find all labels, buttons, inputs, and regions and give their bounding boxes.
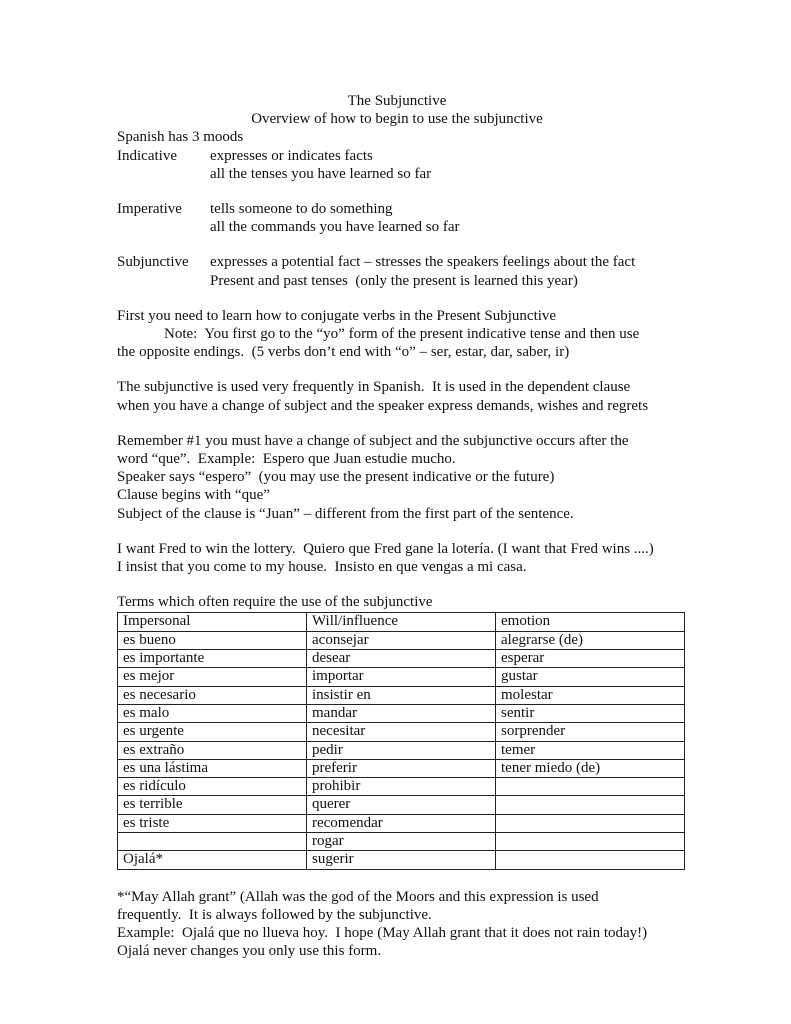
table-row: [118, 668, 685, 686]
terms-table: [117, 612, 685, 869]
table-cell: es bueno: [118, 631, 307, 649]
column-header: Impersonal: [118, 613, 307, 631]
table-cell: [496, 851, 685, 869]
paragraph-line: I insist that you come to my house. Insisto en que vengas a mi casa.: [117, 559, 527, 576]
footnote-paragraph: [117, 888, 687, 961]
table-cell: querer: [307, 796, 496, 814]
paragraph-line: the opposite endings. (5 verbs don’t end with “o” – ser, estar, dar, saber, ir): [117, 344, 570, 361]
table-row: [118, 704, 685, 722]
table-cell: esperar: [496, 650, 685, 668]
terms-heading: Terms which often require the use of the subjunctive: [117, 594, 433, 611]
paragraph-line: Speaker says “espero” (you may use the present indicative or the future): [117, 469, 555, 486]
paragraph-line: First you need to learn how to conjugate verbs in the Present Subjunctive: [117, 307, 557, 324]
paragraph-line: Remember #1 you must have a change of subject and the subjunctive occurs after the: [117, 432, 629, 449]
table-row: [118, 796, 685, 814]
mood-description: expresses a potential fact – stresses the speakers feelings about the fact: [210, 254, 636, 271]
table-row: [118, 778, 685, 796]
table-cell: sentir: [496, 704, 685, 722]
intro-line: Spanish has 3 moods: [117, 129, 244, 146]
table-cell: [496, 814, 685, 832]
table-cell: es necesario: [118, 686, 307, 704]
note-line: Note: You first go to the “yo” form of the present indicative tense and then use: [164, 326, 640, 343]
mood-description: expresses or indicates facts: [210, 147, 373, 164]
table-row: [118, 814, 685, 832]
table-cell: [118, 833, 307, 851]
table-cell: [496, 796, 685, 814]
footnote-line: *“May Allah grant” (Allah was the god of the Moors and this expression is used: [117, 888, 599, 905]
mood-description: all the tenses you have learned so far: [210, 165, 432, 182]
mood-name: Subjunctive: [117, 254, 189, 271]
table-cell: Ojalá*: [118, 851, 307, 869]
table-row: [118, 631, 685, 649]
footnote-line: frequently. It is always followed by the subjunctive.: [117, 906, 432, 923]
table-cell: es importante: [118, 650, 307, 668]
document-title: The Subjunctive: [347, 93, 447, 109]
mood-description: tells someone to do something: [210, 201, 393, 218]
table-row: [118, 686, 685, 704]
table-cell: es malo: [118, 704, 307, 722]
mood-description: all the commands you have learned so far: [210, 219, 460, 236]
paragraph-line: The subjunctive is used very frequently in Spanish. It is used in the dependent clause: [117, 379, 631, 396]
table-row: [118, 741, 685, 759]
table-cell: desear: [307, 650, 496, 668]
mood-name: Indicative: [117, 147, 177, 164]
mood-name: Imperative: [117, 201, 182, 218]
table-cell: es ridículo: [118, 778, 307, 796]
column-header: Will/influence: [307, 613, 496, 631]
table-header-row: [118, 613, 685, 631]
mood-imperative: [117, 200, 687, 236]
footnote-line: Ojalá never changes you only use this form.: [117, 943, 382, 960]
table-cell: es mejor: [118, 668, 307, 686]
mood-subjunctive: [117, 253, 687, 289]
table-cell: pedir: [307, 741, 496, 759]
table-cell: es urgente: [118, 723, 307, 741]
table-cell: rogar: [307, 833, 496, 851]
table-cell: importar: [307, 668, 496, 686]
table-cell: es triste: [118, 814, 307, 832]
table-cell: recomendar: [307, 814, 496, 832]
mood-description: Present and past tenses (only the present is learned this year): [210, 272, 578, 289]
table-cell: es terrible: [118, 796, 307, 814]
table-cell: necesitar: [307, 723, 496, 741]
table-cell: temer: [496, 741, 685, 759]
document-page: [117, 92, 687, 960]
table-cell: tener miedo (de): [496, 759, 685, 777]
document-subtitle: Overview of how to begin to use the subjunctive: [251, 111, 543, 128]
table-cell: es una lástima: [118, 759, 307, 777]
table-row: [118, 833, 685, 851]
examples-paragraph: [117, 540, 687, 576]
table-cell: prohibir: [307, 778, 496, 796]
mood-indicative: [117, 147, 687, 183]
table-cell: es extraño: [118, 741, 307, 759]
footnote-line: Example: Ojalá que no llueva hoy. I hope (May Allah grant that it does not rain today!): [117, 925, 648, 942]
table-row: [118, 851, 685, 869]
table-cell: alegrarse (de): [496, 631, 685, 649]
table-cell: [496, 833, 685, 851]
paragraph-line: Clause begins with “que”: [117, 487, 270, 504]
table-row: [118, 723, 685, 741]
table-cell: sorprender: [496, 723, 685, 741]
usage-paragraph: [117, 378, 687, 414]
paragraph-line: I want Fred to win the lottery. Quiero que Fred gane la lotería. (I want that Fred wins ....): [117, 540, 654, 557]
table-cell: aconsejar: [307, 631, 496, 649]
paragraph-line: word “que”. Example: Espero que Juan estudie mucho.: [117, 451, 456, 468]
paragraph-line: when you have a change of subject and the speaker express demands, wishes and regrets: [117, 397, 649, 414]
table-cell: sugerir: [307, 851, 496, 869]
conjugation-paragraph: [117, 307, 687, 362]
table-cell: [496, 778, 685, 796]
table-cell: molestar: [496, 686, 685, 704]
table-cell: preferir: [307, 759, 496, 777]
table-row: [118, 759, 685, 777]
table-row: [118, 650, 685, 668]
remember-paragraph: [117, 432, 687, 523]
table-cell: insistir en: [307, 686, 496, 704]
table-cell: gustar: [496, 668, 685, 686]
paragraph-line: Subject of the clause is “Juan” – different from the first part of the sentence.: [117, 505, 574, 522]
column-header: emotion: [496, 613, 685, 631]
table-cell: mandar: [307, 704, 496, 722]
